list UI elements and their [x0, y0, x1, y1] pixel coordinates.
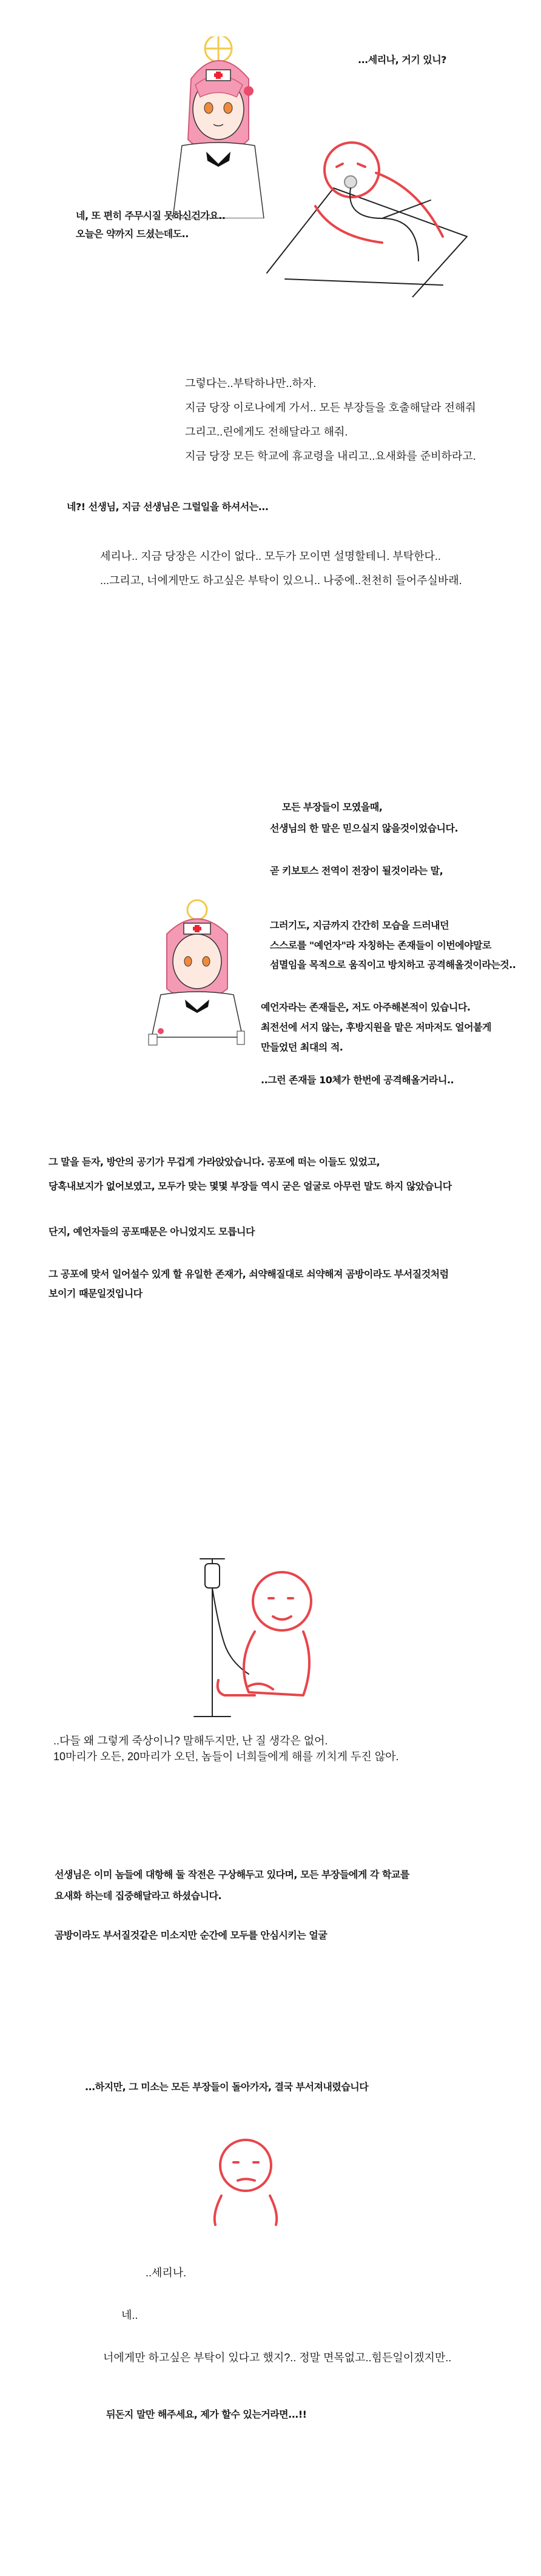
dialog-line: 네?! 선생님, 지금 선생님은 그럴일을 하셔서는... [67, 501, 269, 513]
dialog-line: 그리고..린에게도 전해달라고 해줘. [185, 426, 348, 438]
narration-line: 보이기 때문일것입니다 [49, 1288, 143, 1299]
patient-with-iv-drawing [182, 1553, 328, 1723]
dialog-line: 너에게만 하고싶은 부탁이 있다고 했지?.. 정말 면목없고..힘든일이겠지만.. [103, 2352, 452, 2364]
narration-line: 최전선에 서지 않는, 후방지원을 맡은 저마저도 얼어붙게 [261, 1021, 491, 1033]
dialog-line: 네, 또 편히 주무시질 못하신건가요.. [76, 210, 226, 221]
dialog-line: 10마리가 오든, 20마리가 오던, 놈들이 너희들에게 해를 끼치게 두진 않아. [53, 1750, 399, 1763]
dialog-line: 세리나.. 지금 당장은 시간이 없다.. 모두가 모이면 설명할테니. 부탁한다.. [100, 550, 441, 562]
narration-line: 섬멸임을 목적으로 움직이고 방치하고 공격해올것이라는것.. [270, 959, 516, 970]
narration-line: 스스로를 "예언자"라 자칭하는 존재들이 이번에야말로 [270, 940, 491, 951]
dialog-line: ...그리고, 너에게만도 하고싶은 부탁이 있으니.. 나중에..천천히 들어주실바래. [100, 574, 462, 587]
narration-line: 선생님의 한 말은 믿으실지 않을것이었습니다. [270, 822, 459, 834]
narration-line: 곧 키보토스 전역이 전장이 될것이라는 말, [270, 865, 443, 876]
narration-line: 예언자라는 존재들은, 저도 아주해본적이 있습니다. [261, 1001, 471, 1013]
narration-line: ..그런 존재들 10체가 한번에 공격해올거라니.. [261, 1074, 454, 1086]
narration-line: 당혹내보지가 없어보였고, 모두가 맞는 몇몇 부장들 역시 굳은 얼굴로 아무런 말도 하지 않았습니다 [49, 1180, 452, 1192]
dialog-line: 지금 당장 모든 학교에 휴교령을 내리고..요새화를 준비하라고. [185, 450, 476, 462]
narration-line: 단지, 예언자들의 공포때문은 아니었지도 모릅니다 [49, 1226, 255, 1237]
narration-line: 곰방이라도 부서질것같은 미소지만 순간에 모두를 안심시키는 얼굴 [55, 1929, 328, 1941]
dialog-line: 네.. [121, 2309, 138, 2321]
patient-in-bed-drawing [261, 115, 479, 297]
narration-line: 그러기도, 지금까지 간간히 모습을 드러내던 [270, 920, 449, 931]
dialog-line: 그렇다는..부탁하나만..하자. [185, 377, 317, 389]
narration-line: 그 말을 듣자, 방안의 공기가 무겁게 가라앉았습니다. 공포에 떠는 이들도 있었고, [49, 1156, 380, 1168]
dialog-line: 오늘은 약까지 드셨는데도.. [76, 228, 189, 240]
narration-line: 선생님은 이미 놈들에 대항해 둘 작전은 구상해두고 있다며, 모든 부장들에게 각 학교를 [55, 1869, 409, 1880]
narration-line: 그 공포에 맞서 일어설수 있게 할 유일한 존재가, 쇠약해질대로 쇠약해져 곰방이라도 부서질것처럼 [49, 1268, 449, 1280]
dialog-line: 뒤돈지 말만 해주세요, 제가 할수 있는거라면...!! [106, 2409, 307, 2420]
dialog-line: ..다들 왜 그렇게 죽상이니? 말해두지만, 난 질 생각은 없어. [53, 1735, 328, 1747]
narration-line: ...하지만, 그 미소는 모든 부장들이 돌아가자, 결국 부서져내렸습니다 [85, 2081, 369, 2093]
dialog-line: 지금 당장 이로나에게 가서.. 모든 부장들을 호출해달라 전해줘 [185, 402, 476, 414]
narration-line: 모든 부장들이 모였을때, [282, 801, 383, 813]
nurse-girl-small-drawing [136, 898, 258, 1049]
narration-line: 만들었던 최대의 적. [261, 1041, 343, 1053]
narration-line: 요새화 하는데 집중해달라고 하셨습니다. [55, 1890, 222, 1902]
dialog-line: ...세리나, 거기 있니? [358, 54, 446, 66]
dialog-line: ..세리나. [146, 2267, 187, 2279]
patient-face-drawing [200, 2129, 291, 2226]
